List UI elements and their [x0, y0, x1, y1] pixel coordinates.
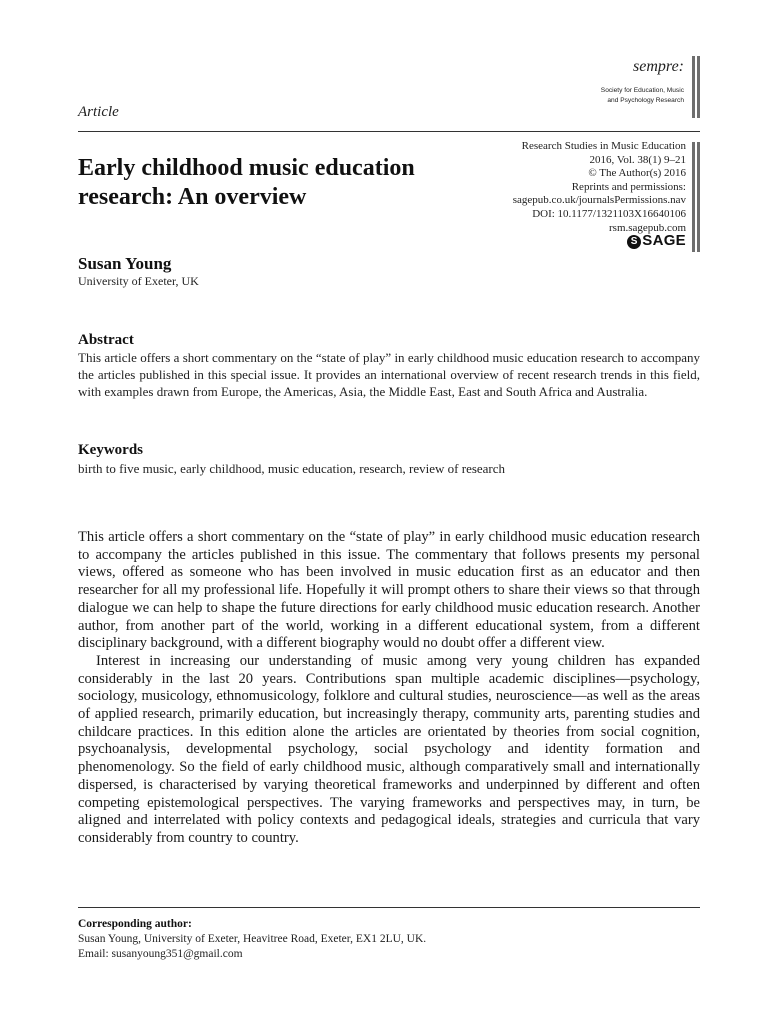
logo-bar-left [692, 56, 695, 118]
abstract-heading: Abstract [78, 332, 134, 348]
doi-link[interactable]: DOI: 10.1177/1321103X16640106 [532, 207, 686, 220]
journal-volume: 2016, Vol. 38(1) 9–21 [589, 153, 686, 166]
corresponding-author-address: Susan Young, University of Exeter, Heavitree Road, Exeter, EX1 2LU, UK. [78, 933, 427, 945]
meta-bar-left [692, 142, 695, 252]
meta-bar-right [697, 142, 700, 252]
journal-name: Research Studies in Music Education [521, 140, 686, 152]
article-type-label: Article [78, 104, 119, 120]
footnote-rule [78, 907, 700, 908]
corresponding-author-email[interactable]: Email: susanyoung351@gmail.com [78, 948, 243, 960]
body-paragraph-1: This article offers a short commentary on the “state of play” in early childhood music education research to accompany the articles published in this issue. The commentary that follows presents my personal views, offered as someone who has been involved in music education first as an educator and then researcher for all my professional life. Hopefully it will prompt others to share their views so that through dialogue we can help to shape the future directions for early childhood music education research. Another author, from another part of the world, working in a different educational system, from a different disciplinary background, with a different biography would no doubt offer a different view. [78, 529, 700, 652]
journal-metadata [470, 140, 686, 235]
header-rule [78, 131, 700, 132]
author-affiliation: University of Exeter, UK [78, 274, 199, 288]
sage-circle-icon: S [627, 235, 641, 249]
corresponding-author-heading: Corresponding author: [78, 918, 192, 930]
journal-site-link[interactable]: rsm.sagepub.com [609, 221, 686, 234]
article-body [78, 529, 700, 848]
logo-bar-right [697, 56, 700, 118]
keywords-heading: Keywords [78, 442, 143, 458]
sempre-logo-subtitle: Society for Education, Music and Psychology Research [600, 87, 684, 104]
abstract-text: This article offers a short commentary on the “state of play” in early childhood music education research to accompany the articles published in this special issue. It provides an international overview of recent research trends in this field, with examples drawn from Europe, the Americas, Asia, the Middle East, East and South Africa and Australia. [78, 350, 700, 399]
permissions-link[interactable]: sagepub.co.uk/journalsPermissions.nav [512, 194, 686, 207]
article-title: Early childhood music education research: An overview [78, 155, 415, 210]
sage-logo: S SAGE [590, 232, 686, 249]
keywords-text: birth to five music, early childhood, music education, research, review of research [78, 461, 506, 476]
copyright-line: © The Author(s) 2016 [588, 167, 686, 180]
body-paragraph-2: Interest in increasing our understanding of music among very young children has expanded considerably in the last 20 years. Contributions span multiple academic disciplines—psychology, sociology, musicology, ethnomusicology, folklore and cultural studies, neuroscience—as well as the areas of applied research, primarily education, but increasingly therapy, community arts, parenting studies and childcare practices. In this edition alone the articles are orientated by theories from social cognition, psychoanalysis, developmental psychology, social psychology and identity formation and phenomenology. So the field of early childhood music, although comparatively small and internationally dispersed, is characterised by varying theoretical frameworks and underpinned by different and often competing epistemological perspectives. The varying frameworks and perspectives may, in turn, be aligned and interrelated with policy contexts and pedagogical ideals, strategies and curricula that vary considerably from country to country. [78, 652, 700, 846]
reprints-line: Reprints and permissions: [571, 180, 686, 193]
author-name: Susan Young [78, 254, 172, 273]
sempre-logo-wordmark: sempre: [633, 58, 684, 75]
